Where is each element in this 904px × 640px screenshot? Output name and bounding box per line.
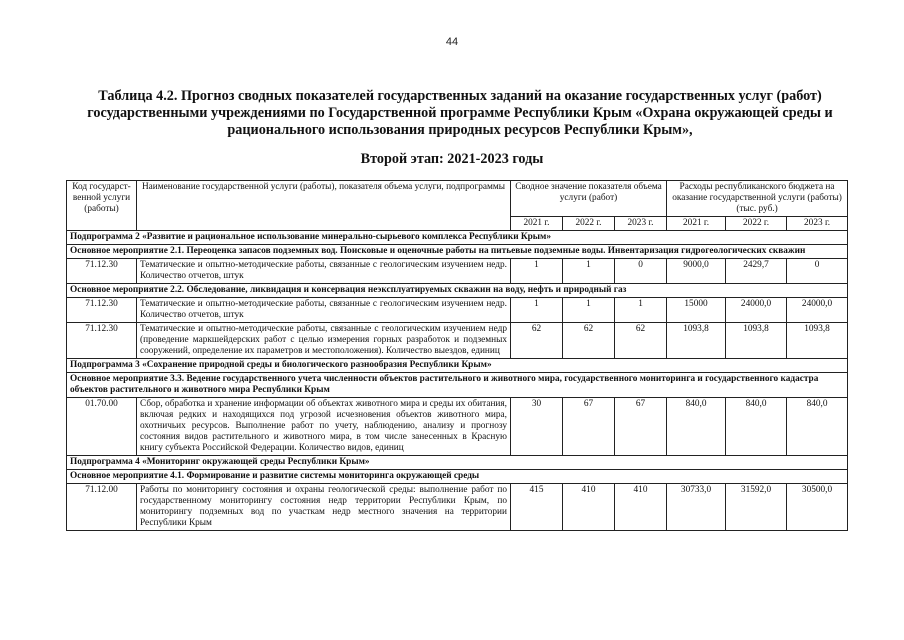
service-code: 01.70.00 bbox=[67, 398, 137, 456]
header-year: 2021 г. bbox=[511, 217, 563, 231]
table-row bbox=[67, 484, 848, 531]
section-row bbox=[67, 456, 848, 470]
service-description: Тематические и опытно-методические работы, связанные с геологическим изучением недр. Количество отчетов, штук bbox=[137, 259, 511, 284]
section-heading: Подпрограмма 3 «Сохранение природной среды и биологического разнообразия Республики Крым» bbox=[67, 359, 848, 373]
section-row bbox=[67, 231, 848, 245]
value-cell: 1093,8 bbox=[667, 323, 726, 359]
value-cell: 1093,8 bbox=[726, 323, 787, 359]
header-code: Код государст-венной услуги (работы) bbox=[67, 181, 137, 231]
section-heading: Основное мероприятие 3.3. Ведение государственного учета численности объектов растительного и животного мира, государственного мониторинга и государственного кадастра объектов растительного и животного мира Республики Крым bbox=[67, 373, 848, 398]
value-cell: 840,0 bbox=[667, 398, 726, 456]
section-heading: Подпрограмма 4 «Мониторинг окружающей среды Республики Крым» bbox=[67, 456, 848, 470]
value-cell: 1 bbox=[511, 298, 563, 323]
value-cell: 9000,0 bbox=[667, 259, 726, 284]
value-cell: 30 bbox=[511, 398, 563, 456]
section-row bbox=[67, 245, 848, 259]
section-heading: Подпрограмма 2 «Развитие и рациональное использование минерально-сырьевого комплекса Республики Крым» bbox=[67, 231, 848, 245]
table-row bbox=[67, 398, 848, 456]
service-code: 71.12.30 bbox=[67, 298, 137, 323]
value-cell: 410 bbox=[615, 484, 667, 531]
value-cell: 30500,0 bbox=[787, 484, 848, 531]
section-row bbox=[67, 470, 848, 484]
value-cell: 840,0 bbox=[787, 398, 848, 456]
value-cell: 1 bbox=[615, 298, 667, 323]
service-code: 71.12.30 bbox=[67, 259, 137, 284]
value-cell: 15000 bbox=[667, 298, 726, 323]
value-cell: 410 bbox=[563, 484, 615, 531]
value-cell: 62 bbox=[563, 323, 615, 359]
header-year: 2023 г. bbox=[787, 217, 848, 231]
page-number: 44 bbox=[445, 36, 459, 48]
service-description: Тематические и опытно-методические работы, связанные с геологическим изучением недр (проведение маркшейдерских работ с целью измерения горных разработок и подземных сооружений, определение их параметров и местоположения). Количество выездов, единиц bbox=[137, 323, 511, 359]
value-cell: 0 bbox=[615, 259, 667, 284]
header-budget-group: Расходы республиканского бюджета на оказание государственной услуги (работы) (тыс. руб.) bbox=[667, 181, 848, 217]
value-cell: 62 bbox=[511, 323, 563, 359]
header-year: 2022 г. bbox=[563, 217, 615, 231]
service-description: Тематические и опытно-методические работы, связанные с геологическим изучением недр. Количество отчетов, штук bbox=[137, 298, 511, 323]
section-heading: Основное мероприятие 2.2. Обследование, ликвидация и консервация неэксплуатируемых скважин на воду, нефть и природный газ bbox=[67, 284, 848, 298]
header-year: 2022 г. bbox=[726, 217, 787, 231]
value-cell: 62 bbox=[615, 323, 667, 359]
value-cell: 415 bbox=[511, 484, 563, 531]
table-row bbox=[67, 323, 848, 359]
service-code: 71.12.30 bbox=[67, 323, 137, 359]
section-row bbox=[67, 373, 848, 398]
value-cell: 67 bbox=[563, 398, 615, 456]
table-title: Таблица 4.2. Прогноз сводных показателей государственных заданий на оказание государственных услуг (работ) государственными учреждениями по Государственной программе Республики Крым «Охрана окружающей среды и рационального использования природных ресурсов Республики Крым», bbox=[87, 88, 833, 138]
service-code: 71.12.00 bbox=[67, 484, 137, 531]
value-cell: 24000,0 bbox=[726, 298, 787, 323]
forecast-table bbox=[66, 180, 848, 531]
value-cell: 2429,7 bbox=[726, 259, 787, 284]
section-row bbox=[67, 284, 848, 298]
header-name: Наименование государственной услуги (работы), показателя объема услуги, подпрограммы bbox=[137, 181, 511, 231]
section-row bbox=[67, 359, 848, 373]
section-heading: Основное мероприятие 2.1. Переоценка запасов подземных вод. Поисковые и оценочные работы на питьевые подземные воды. Инвентаризация гидрогеологических скважин bbox=[67, 245, 848, 259]
section-heading: Основное мероприятие 4.1. Формирование и развитие системы мониторинга окружающей среды bbox=[67, 470, 848, 484]
header-year: 2021 г. bbox=[667, 217, 726, 231]
value-cell: 1 bbox=[563, 259, 615, 284]
value-cell: 1093,8 bbox=[787, 323, 848, 359]
header-volume-group: Сводное значение показателя объема услуги (работ) bbox=[511, 181, 667, 217]
value-cell: 1 bbox=[511, 259, 563, 284]
service-description: Сбор, обработка и хранение информации об объектах животного мира и среды их обитания, включая редких и находящихся под угрозой исчезновения объектов животного мира, охотничьих ресурсов. Выполнение работ по учету, наблюдению, анализу и прогнозу состояния видов растительного и животного мира, в том числе занесенных в Красную книгу субъекта Российской Федерации. Количество видов, единиц bbox=[137, 398, 511, 456]
value-cell: 30733,0 bbox=[667, 484, 726, 531]
value-cell: 1 bbox=[563, 298, 615, 323]
value-cell: 67 bbox=[615, 398, 667, 456]
value-cell: 24000,0 bbox=[787, 298, 848, 323]
value-cell: 840,0 bbox=[726, 398, 787, 456]
value-cell: 31592,0 bbox=[726, 484, 787, 531]
header-year: 2023 г. bbox=[615, 217, 667, 231]
stage-subtitle: Второй этап: 2021-2023 годы bbox=[360, 151, 544, 167]
value-cell: 0 bbox=[787, 259, 848, 284]
table-row bbox=[67, 298, 848, 323]
table-row bbox=[67, 259, 848, 284]
service-description: Работы по мониторингу состояния и охраны геологической среды: выполнение работ по государственному мониторингу состояния недр территории Республики Крым, по мониторингу подземных вод по участкам недр местного значения на территории Республики Крым bbox=[137, 484, 511, 531]
